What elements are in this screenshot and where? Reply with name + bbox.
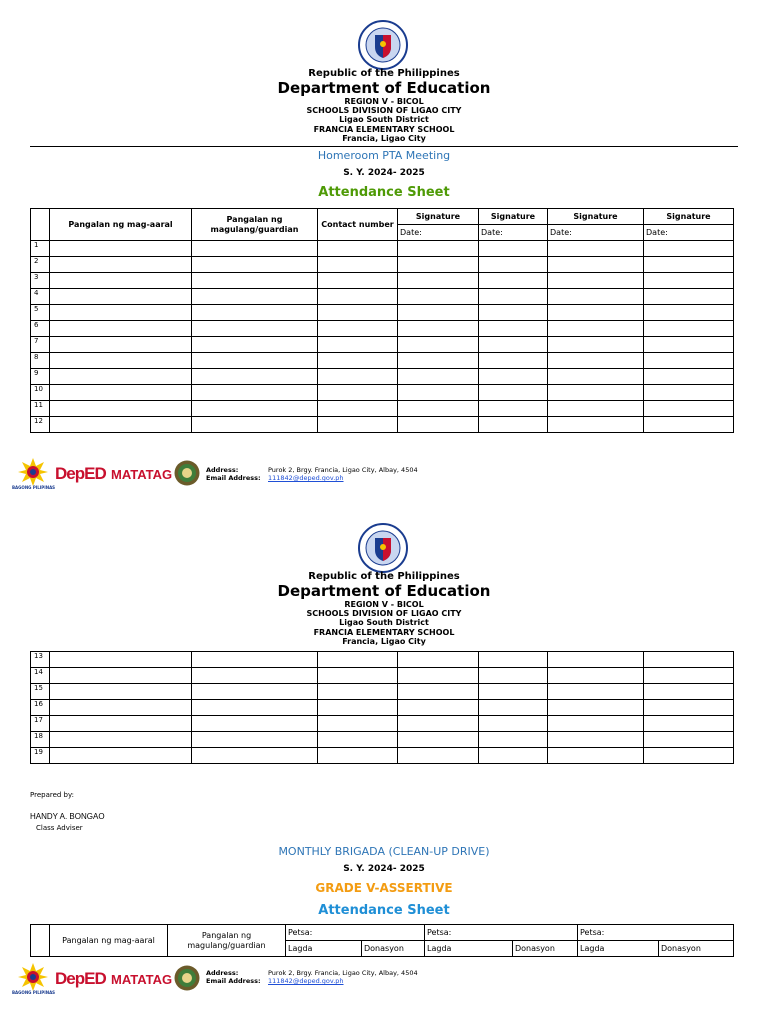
row-number: 2 xyxy=(31,257,50,273)
entry-cell[interactable] xyxy=(548,417,644,433)
footer-address-block xyxy=(206,969,418,985)
entry-cell[interactable] xyxy=(50,716,192,732)
row-number: 4 xyxy=(31,289,50,305)
entry-cell[interactable] xyxy=(318,684,398,700)
date-cell-4[interactable]: Date: xyxy=(644,225,734,241)
lagda-header-2: Lagda xyxy=(425,941,513,957)
attendance-table-1-continued xyxy=(30,651,734,764)
entry-cell[interactable] xyxy=(398,353,479,369)
address-line xyxy=(206,969,418,977)
entry-cell[interactable] xyxy=(644,257,734,273)
entry-cell[interactable] xyxy=(398,716,479,732)
table-row xyxy=(31,401,734,417)
entry-cell[interactable] xyxy=(50,289,192,305)
attendance-rows-2 xyxy=(31,652,734,764)
date-cell-2[interactable]: Date: xyxy=(479,225,548,241)
entry-cell[interactable] xyxy=(192,241,318,257)
entry-cell[interactable] xyxy=(644,401,734,417)
petsa-cell-2[interactable]: Petsa: xyxy=(425,925,578,941)
row-number: 11 xyxy=(31,401,50,417)
entry-cell[interactable] xyxy=(479,385,548,401)
entry-cell[interactable] xyxy=(644,668,734,684)
deped-logo: DepED xyxy=(55,464,106,483)
table-row xyxy=(31,321,734,337)
donasyon-header-1: Donasyon xyxy=(362,941,425,957)
deped-logo: DepED xyxy=(55,969,106,988)
row-number: 1 xyxy=(31,241,50,257)
entry-cell[interactable] xyxy=(318,369,398,385)
entry-cell[interactable] xyxy=(192,289,318,305)
sheet1-subtitle: Attendance Sheet xyxy=(318,185,450,200)
entry-cell[interactable] xyxy=(548,401,644,417)
entry-cell[interactable] xyxy=(192,732,318,748)
entry-cell[interactable] xyxy=(548,652,644,668)
school-label: FRANCIA ELEMENTARY SCHOOL xyxy=(313,125,455,134)
entry-cell[interactable] xyxy=(50,257,192,273)
table-row xyxy=(31,305,734,321)
deped-seal-icon xyxy=(358,20,408,70)
region-label: REGION V - BICOL xyxy=(344,600,424,609)
entry-cell[interactable] xyxy=(318,321,398,337)
entry-cell[interactable] xyxy=(644,289,734,305)
entry-cell[interactable] xyxy=(479,273,548,289)
entry-cell[interactable] xyxy=(398,241,479,257)
entry-cell[interactable] xyxy=(548,684,644,700)
entry-cell[interactable] xyxy=(398,684,479,700)
entry-cell[interactable] xyxy=(318,652,398,668)
sheet2-title: MONTHLY BRIGADA (CLEAN-UP DRIVE) xyxy=(278,845,490,858)
republic-label: Republic of the Philippines xyxy=(308,571,460,582)
page-footer xyxy=(14,456,754,492)
header-divider xyxy=(30,146,738,147)
row-number: 6 xyxy=(31,321,50,337)
entry-cell[interactable] xyxy=(479,748,548,764)
adviser-name: HANDY A. BONGAO xyxy=(30,812,105,821)
entry-cell[interactable] xyxy=(50,652,192,668)
school-seal-icon xyxy=(174,460,200,486)
address-label: Address: xyxy=(206,466,239,474)
entry-cell[interactable] xyxy=(479,652,548,668)
entry-cell[interactable] xyxy=(318,353,398,369)
entry-cell[interactable] xyxy=(318,337,398,353)
entry-cell[interactable] xyxy=(548,385,644,401)
entry-cell[interactable] xyxy=(644,337,734,353)
entry-cell[interactable] xyxy=(192,321,318,337)
entry-cell[interactable] xyxy=(398,700,479,716)
email-link[interactable]: 111842@deped.gov.ph xyxy=(268,977,344,985)
entry-cell[interactable] xyxy=(398,337,479,353)
row-number: 7 xyxy=(31,337,50,353)
school-label: FRANCIA ELEMENTARY SCHOOL xyxy=(313,628,455,637)
entry-cell[interactable] xyxy=(398,652,479,668)
entry-cell[interactable] xyxy=(50,668,192,684)
entry-cell[interactable] xyxy=(192,273,318,289)
row-number: 12 xyxy=(31,417,50,433)
row-number: 16 xyxy=(31,700,50,716)
entry-cell[interactable] xyxy=(479,321,548,337)
table-row xyxy=(31,337,734,353)
entry-cell[interactable] xyxy=(50,321,192,337)
entry-cell[interactable] xyxy=(479,305,548,321)
header-parent-name: Pangalan ng magulang/guardian xyxy=(192,209,318,241)
entry-cell[interactable] xyxy=(192,716,318,732)
entry-cell[interactable] xyxy=(398,732,479,748)
header-number-cell xyxy=(31,209,50,241)
entry-cell[interactable] xyxy=(479,353,548,369)
entry-cell[interactable] xyxy=(548,273,644,289)
address-label: Address: xyxy=(206,969,239,977)
entry-cell[interactable] xyxy=(318,668,398,684)
table-row xyxy=(31,652,734,668)
entry-cell[interactable] xyxy=(398,289,479,305)
entry-cell[interactable] xyxy=(548,700,644,716)
entry-cell[interactable] xyxy=(318,289,398,305)
entry-cell[interactable] xyxy=(192,700,318,716)
bagong-pilipinas-logo-icon xyxy=(12,456,56,492)
department-title: Department of Education xyxy=(277,79,491,97)
entry-cell[interactable] xyxy=(192,385,318,401)
entry-cell[interactable] xyxy=(398,417,479,433)
entry-cell[interactable] xyxy=(548,353,644,369)
row-number: 19 xyxy=(31,748,50,764)
entry-cell[interactable] xyxy=(644,417,734,433)
table-row xyxy=(31,668,734,684)
entry-cell[interactable] xyxy=(398,273,479,289)
entry-cell[interactable] xyxy=(548,716,644,732)
row-number: 13 xyxy=(31,652,50,668)
entry-cell[interactable] xyxy=(50,385,192,401)
row-number: 3 xyxy=(31,273,50,289)
row-number: 9 xyxy=(31,369,50,385)
entry-cell[interactable] xyxy=(479,684,548,700)
entry-cell[interactable] xyxy=(548,305,644,321)
table-row xyxy=(31,732,734,748)
table-row xyxy=(31,684,734,700)
location-label: Francia, Ligao City xyxy=(342,637,426,646)
republic-label: Republic of the Philippines xyxy=(308,68,460,79)
lagda-header-1: Lagda xyxy=(286,941,362,957)
entry-cell[interactable] xyxy=(398,385,479,401)
email-link[interactable]: 111842@deped.gov.ph xyxy=(268,474,344,482)
entry-cell[interactable] xyxy=(318,273,398,289)
entry-cell[interactable] xyxy=(398,321,479,337)
entry-cell[interactable] xyxy=(50,369,192,385)
entry-cell[interactable] xyxy=(644,748,734,764)
row-number: 17 xyxy=(31,716,50,732)
brigada-number-cell xyxy=(31,925,50,957)
header-signature-3: Signature xyxy=(548,209,644,225)
entry-cell[interactable] xyxy=(548,337,644,353)
entry-cell[interactable] xyxy=(479,417,548,433)
entry-cell[interactable] xyxy=(479,700,548,716)
entry-cell[interactable] xyxy=(192,401,318,417)
entry-cell[interactable] xyxy=(192,417,318,433)
entry-cell[interactable] xyxy=(479,732,548,748)
brigada-header-parent: Pangalan ng magulang/guardian xyxy=(168,925,286,957)
email-line xyxy=(206,977,418,985)
header-signature-2: Signature xyxy=(479,209,548,225)
entry-cell[interactable] xyxy=(318,401,398,417)
district-label: Ligao South District xyxy=(339,115,429,124)
region-label: REGION V - BICOL xyxy=(344,97,424,106)
entry-cell[interactable] xyxy=(479,369,548,385)
entry-cell[interactable] xyxy=(548,241,644,257)
entry-cell[interactable] xyxy=(192,305,318,321)
table-row xyxy=(31,385,734,401)
table-row xyxy=(31,353,734,369)
entry-cell[interactable] xyxy=(50,700,192,716)
entry-cell[interactable] xyxy=(479,337,548,353)
entry-cell[interactable] xyxy=(50,241,192,257)
entry-cell[interactable] xyxy=(318,257,398,273)
sheet1-title: Homeroom PTA Meeting xyxy=(317,149,451,162)
entry-cell[interactable] xyxy=(318,748,398,764)
entry-cell[interactable] xyxy=(50,273,192,289)
entry-cell[interactable] xyxy=(50,417,192,433)
entry-cell[interactable] xyxy=(644,385,734,401)
donasyon-header-3: Donasyon xyxy=(659,941,734,957)
entry-cell[interactable] xyxy=(644,700,734,716)
entry-cell[interactable] xyxy=(50,401,192,417)
bagong-pilipinas-logo-icon xyxy=(12,961,56,997)
entry-cell[interactable] xyxy=(398,369,479,385)
entry-cell[interactable] xyxy=(479,401,548,417)
header-signature-1: Signature xyxy=(398,209,479,225)
date-cell-1[interactable]: Date: xyxy=(398,225,479,241)
matatag-logo: MATATAG xyxy=(111,972,173,987)
entry-cell[interactable] xyxy=(318,241,398,257)
entry-cell[interactable] xyxy=(398,401,479,417)
donasyon-header-2: Donasyon xyxy=(513,941,578,957)
entry-cell[interactable] xyxy=(644,652,734,668)
entry-cell[interactable] xyxy=(192,353,318,369)
sheet2-subtitle: Attendance Sheet xyxy=(318,903,450,918)
email-label: Email Address: xyxy=(206,474,261,482)
sheet1-school-year: S. Y. 2024- 2025 xyxy=(343,168,425,178)
header-contact-number: Contact number xyxy=(318,209,398,241)
entry-cell[interactable] xyxy=(318,417,398,433)
entry-cell[interactable] xyxy=(192,684,318,700)
table-row xyxy=(31,257,734,273)
row-number: 5 xyxy=(31,305,50,321)
row-number: 14 xyxy=(31,668,50,684)
entry-cell[interactable] xyxy=(548,257,644,273)
row-number: 10 xyxy=(31,385,50,401)
entry-cell[interactable] xyxy=(479,257,548,273)
entry-cell[interactable] xyxy=(479,668,548,684)
entry-cell[interactable] xyxy=(548,668,644,684)
table-row xyxy=(31,700,734,716)
entry-cell[interactable] xyxy=(548,732,644,748)
entry-cell[interactable] xyxy=(479,716,548,732)
email-label: Email Address: xyxy=(206,977,261,985)
adviser-role: Class Adviser xyxy=(36,824,83,832)
school-seal-icon xyxy=(174,965,200,991)
entry-cell[interactable] xyxy=(398,257,479,273)
entry-cell[interactable] xyxy=(50,748,192,764)
entry-cell[interactable] xyxy=(644,684,734,700)
entry-cell[interactable] xyxy=(644,321,734,337)
entry-cell[interactable] xyxy=(192,337,318,353)
footer-address-block xyxy=(206,466,418,482)
table-row xyxy=(31,289,734,305)
attendance-table-1 xyxy=(30,208,734,433)
petsa-cell-3[interactable]: Petsa: xyxy=(578,925,734,941)
table-header-row xyxy=(31,209,734,225)
entry-cell[interactable] xyxy=(479,289,548,305)
entry-cell[interactable] xyxy=(644,716,734,732)
division-label: SCHOOLS DIVISION OF LIGAO CITY xyxy=(306,106,462,115)
entry-cell[interactable] xyxy=(644,369,734,385)
location-label: Francia, Ligao City xyxy=(342,134,426,143)
entry-cell[interactable] xyxy=(398,748,479,764)
entry-cell[interactable] xyxy=(192,369,318,385)
entry-cell[interactable] xyxy=(192,257,318,273)
table-row xyxy=(31,369,734,385)
entry-cell[interactable] xyxy=(644,273,734,289)
deped-seal-icon xyxy=(358,523,408,573)
bagong-pilipinas-label: BAGONG PILIPINAS xyxy=(12,990,56,995)
bagong-pilipinas-label: BAGONG PILIPINAS xyxy=(12,485,56,490)
address-line xyxy=(206,466,418,474)
row-number: 8 xyxy=(31,353,50,369)
entry-cell[interactable] xyxy=(318,305,398,321)
entry-cell[interactable] xyxy=(398,305,479,321)
page-footer xyxy=(14,961,754,997)
entry-cell[interactable] xyxy=(398,668,479,684)
entry-cell[interactable] xyxy=(644,305,734,321)
prepared-by-label: Prepared by: xyxy=(30,791,74,799)
brigada-header-student: Pangalan ng mag-aaral xyxy=(50,925,168,957)
division-label: SCHOOLS DIVISION OF LIGAO CITY xyxy=(306,609,462,618)
lagda-header-3: Lagda xyxy=(578,941,659,957)
row-number: 18 xyxy=(31,732,50,748)
entry-cell[interactable] xyxy=(318,385,398,401)
table-row xyxy=(31,716,734,732)
table-row xyxy=(31,241,734,257)
table-row xyxy=(31,273,734,289)
matatag-logo: MATATAG xyxy=(111,467,173,482)
entry-cell[interactable] xyxy=(548,289,644,305)
table-row xyxy=(31,748,734,764)
entry-cell[interactable] xyxy=(50,684,192,700)
petsa-cell-1[interactable]: Petsa: xyxy=(286,925,425,941)
attendance-rows-1 xyxy=(31,241,734,433)
entry-cell[interactable] xyxy=(318,732,398,748)
header-signature-4: Signature xyxy=(644,209,734,225)
sheet2-grade: GRADE V-ASSERTIVE xyxy=(315,881,453,895)
entry-cell[interactable] xyxy=(50,353,192,369)
brigada-header-row xyxy=(31,925,734,941)
date-cell-3[interactable]: Date: xyxy=(548,225,644,241)
district-label: Ligao South District xyxy=(339,618,429,627)
email-line xyxy=(206,474,418,482)
entry-cell[interactable] xyxy=(548,321,644,337)
sheet2-school-year: S. Y. 2024- 2025 xyxy=(343,864,425,874)
entry-cell[interactable] xyxy=(318,716,398,732)
address-value: Purok 2, Brgy. Francia, Ligao City, Albay, 4504 xyxy=(268,466,418,474)
entry-cell[interactable] xyxy=(479,241,548,257)
department-title: Department of Education xyxy=(277,582,491,600)
entry-cell[interactable] xyxy=(318,700,398,716)
table-row xyxy=(31,417,734,433)
entry-cell[interactable] xyxy=(548,748,644,764)
address-value: Purok 2, Brgy. Francia, Ligao City, Albay, 4504 xyxy=(268,969,418,977)
entry-cell[interactable] xyxy=(50,732,192,748)
entry-cell[interactable] xyxy=(644,732,734,748)
brigada-table xyxy=(30,924,734,957)
entry-cell[interactable] xyxy=(548,369,644,385)
entry-cell[interactable] xyxy=(50,305,192,321)
entry-cell[interactable] xyxy=(192,652,318,668)
entry-cell[interactable] xyxy=(644,353,734,369)
row-number: 15 xyxy=(31,684,50,700)
header-student-name: Pangalan ng mag-aaral xyxy=(50,209,192,241)
entry-cell[interactable] xyxy=(644,241,734,257)
entry-cell[interactable] xyxy=(192,668,318,684)
entry-cell[interactable] xyxy=(192,748,318,764)
entry-cell[interactable] xyxy=(50,337,192,353)
